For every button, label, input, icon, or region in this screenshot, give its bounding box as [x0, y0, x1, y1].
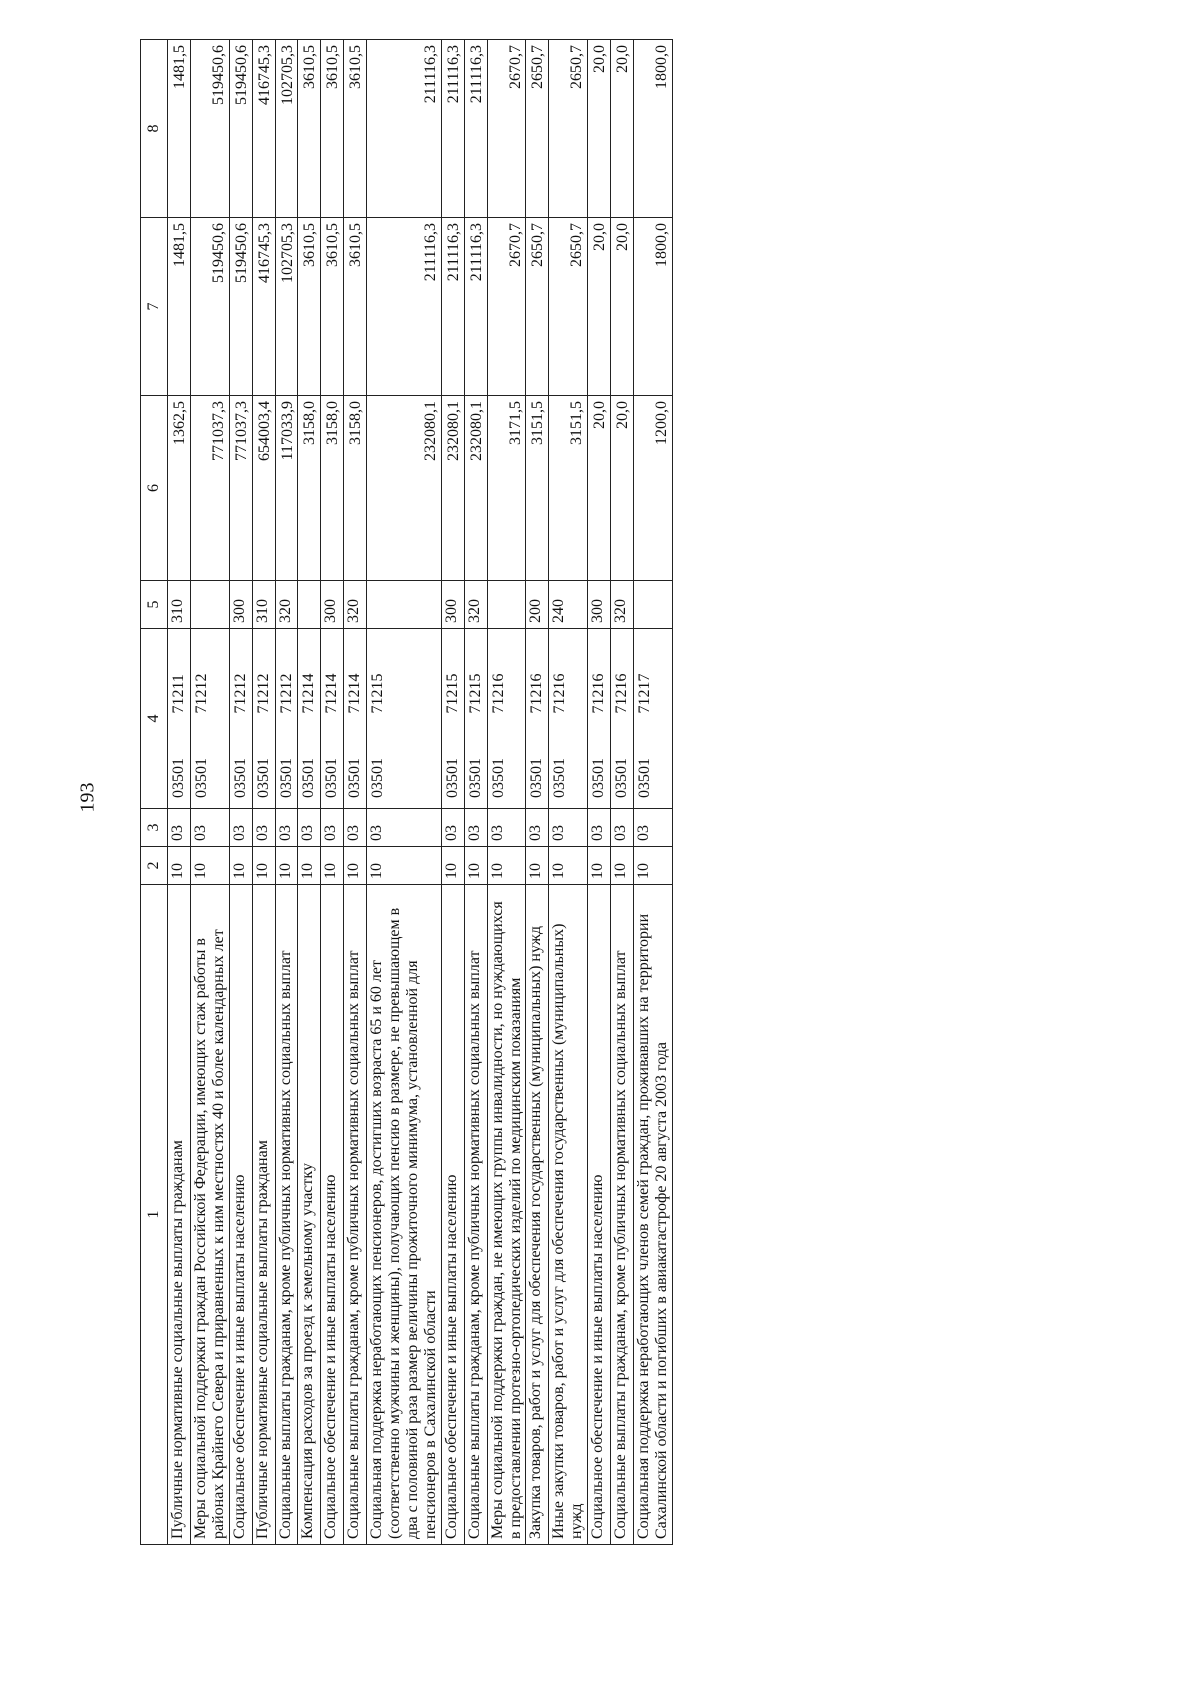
program-code: 03501: [489, 758, 507, 798]
amount-col6-cell: 232080,1: [441, 396, 464, 581]
amount-col6-cell: 654003,4: [252, 396, 275, 581]
amount-col6-cell: 20,0: [588, 396, 611, 581]
amount-col8-cell: 3610,5: [298, 40, 321, 218]
table-row: [190, 40, 229, 1545]
table-row: [275, 40, 298, 1545]
row-name-cell: Закупка товаров, работ и услуг для обеспечения государственных (муниципальных) нужд: [526, 885, 549, 1545]
expense-type-cell: 300: [588, 581, 611, 629]
amount-col8-cell: 519450,6: [229, 40, 252, 218]
table-row: [321, 40, 344, 1545]
rotated-page-content: [140, 40, 1075, 1545]
program-code: 03501: [551, 758, 569, 798]
expense-type-cell: [367, 581, 442, 629]
direction-code: 71212: [254, 673, 272, 714]
row-name-cell: Социальное обеспечение и иные выплаты населению: [229, 885, 252, 1545]
section-code-cell: 10: [321, 847, 344, 885]
subsection-code-cell: 03: [367, 809, 442, 847]
table-row: [168, 40, 191, 1545]
table-row: [611, 40, 634, 1545]
section-code-cell: 10: [298, 847, 321, 885]
table-row: [298, 40, 321, 1545]
amount-col7-cell: 519450,6: [190, 218, 229, 396]
direction-code: 71216: [528, 673, 546, 714]
target-article-cell: [275, 629, 298, 809]
expense-type-cell: 300: [321, 581, 344, 629]
amount-col6-cell: 3158,0: [298, 396, 321, 581]
program-code: 03501: [635, 758, 653, 798]
row-name-cell: Меры социальной поддержки граждан, не имеющих группы инвалидности, но нуждающихся в предоставлении протезно-ортопедических изделий по медицинским показаниям: [487, 885, 526, 1545]
column-header: 8: [141, 40, 168, 218]
expense-type-cell: 320: [275, 581, 298, 629]
amount-col7-cell: 3610,5: [321, 218, 344, 396]
target-article-cell: [229, 629, 252, 809]
subsection-code-cell: 03: [298, 809, 321, 847]
amount-col7-cell: 1481,5: [168, 218, 191, 396]
column-header: 2: [141, 847, 168, 885]
expense-type-cell: [190, 581, 229, 629]
direction-code: 71215: [443, 673, 461, 714]
direction-code: 71215: [369, 673, 387, 714]
page-number: 193: [76, 782, 99, 813]
amount-col8-cell: 3610,5: [344, 40, 367, 218]
direction-code: 71211: [170, 674, 187, 714]
expense-type-cell: 310: [168, 581, 191, 629]
target-article-cell: [190, 629, 229, 809]
subsection-code-cell: 03: [611, 809, 634, 847]
table-row: [487, 40, 526, 1545]
row-name-cell: Социальные выплаты гражданам, кроме публичных нормативных социальных выплат: [344, 885, 367, 1545]
amount-col8-cell: 1800,0: [633, 40, 672, 218]
section-code-cell: 10: [487, 847, 526, 885]
target-article-cell: [464, 629, 487, 809]
amount-col8-cell: 519450,6: [190, 40, 229, 218]
section-code-cell: 10: [588, 847, 611, 885]
amount-col6-cell: 771037,3: [190, 396, 229, 581]
expense-type-cell: 200: [526, 581, 549, 629]
table-body: [168, 40, 673, 1545]
section-code-cell: 10: [367, 847, 442, 885]
program-code: 03501: [231, 758, 249, 798]
direction-code: 71215: [466, 673, 484, 714]
subsection-code-cell: 03: [321, 809, 344, 847]
table-row: [229, 40, 252, 1545]
row-name-cell: Компенсация расходов за проезд к земельному участку: [298, 885, 321, 1545]
subsection-code-cell: 03: [588, 809, 611, 847]
column-header: 6: [141, 396, 168, 581]
amount-col7-cell: 2650,7: [526, 218, 549, 396]
amount-col6-cell: 1362,5: [168, 396, 191, 581]
row-name-cell: Социальная поддержка неработающих членов семей граждан, проживавших на территории Сахалинской области и погибших в авиакатастрофе 20 августа 2003 года: [633, 885, 672, 1545]
target-article-cell: [344, 629, 367, 809]
row-name-cell: Меры социальной поддержки граждан Российской Федерации, имеющих стаж работы в районах Крайнего Севера и приравненных к ним местностях 40 и более календарных лет: [190, 885, 229, 1545]
subsection-code-cell: 03: [190, 809, 229, 847]
table-row: [464, 40, 487, 1545]
section-code-cell: 10: [252, 847, 275, 885]
row-name-cell: Публичные нормативные социальные выплаты гражданам: [168, 885, 191, 1545]
table-row: [526, 40, 549, 1545]
program-code: 03501: [346, 758, 364, 798]
table-row: [441, 40, 464, 1545]
program-code: 03501: [277, 758, 295, 798]
expense-type-cell: 320: [344, 581, 367, 629]
expense-type-cell: 240: [549, 581, 588, 629]
amount-col8-cell: 102705,3: [275, 40, 298, 218]
section-code-cell: 10: [190, 847, 229, 885]
subsection-code-cell: 03: [464, 809, 487, 847]
amount-col6-cell: 20,0: [611, 396, 634, 581]
row-name-cell: Социальные выплаты гражданам, кроме публичных нормативных социальных выплат: [275, 885, 298, 1545]
section-code-cell: 10: [344, 847, 367, 885]
amount-col6-cell: 117033,9: [275, 396, 298, 581]
direction-code: 71217: [635, 673, 653, 714]
direction-code: 71216: [551, 673, 569, 714]
program-code: 03501: [170, 758, 187, 798]
amount-col6-cell: 232080,1: [367, 396, 442, 581]
amount-col7-cell: 1800,0: [633, 218, 672, 396]
amount-col8-cell: 2650,7: [549, 40, 588, 218]
target-article-cell: [611, 629, 634, 809]
column-header: 3: [141, 809, 168, 847]
program-code: 03501: [323, 758, 341, 798]
amount-col6-cell: 232080,1: [464, 396, 487, 581]
amount-col6-cell: 3171,5: [487, 396, 526, 581]
direction-code: 71214: [346, 673, 364, 714]
expense-type-cell: [633, 581, 672, 629]
amount-col8-cell: 2670,7: [487, 40, 526, 218]
amount-col7-cell: 3610,5: [344, 218, 367, 396]
row-name-cell: Публичные нормативные социальные выплаты гражданам: [252, 885, 275, 1545]
section-code-cell: 10: [464, 847, 487, 885]
subsection-code-cell: 03: [168, 809, 191, 847]
table-row: [252, 40, 275, 1545]
amount-col6-cell: 1200,0: [633, 396, 672, 581]
table-row: [344, 40, 367, 1545]
subsection-code-cell: 03: [487, 809, 526, 847]
section-code-cell: 10: [275, 847, 298, 885]
table-row: [549, 40, 588, 1545]
amount-col7-cell: 416745,3: [252, 218, 275, 396]
amount-col7-cell: 20,0: [588, 218, 611, 396]
subsection-code-cell: 03: [229, 809, 252, 847]
subsection-code-cell: 03: [252, 809, 275, 847]
amount-col8-cell: 20,0: [588, 40, 611, 218]
program-code: 03501: [300, 758, 318, 798]
target-article-cell: [549, 629, 588, 809]
direction-code: 71216: [590, 673, 608, 714]
row-name-cell: Иные закупки товаров, работ и услуг для обеспечения государственных (муниципальных) нужд: [549, 885, 588, 1545]
expense-type-cell: 300: [441, 581, 464, 629]
section-code-cell: 10: [549, 847, 588, 885]
amount-col8-cell: 211116,3: [464, 40, 487, 218]
amount-col8-cell: 20,0: [611, 40, 634, 218]
direction-code: 71216: [489, 673, 507, 714]
subsection-code-cell: 03: [344, 809, 367, 847]
target-article-cell: [321, 629, 344, 809]
budget-table: [140, 39, 673, 1545]
target-article-cell: [441, 629, 464, 809]
amount-col7-cell: 2670,7: [487, 218, 526, 396]
section-code-cell: 10: [633, 847, 672, 885]
direction-code: 71216: [613, 673, 631, 714]
expense-type-cell: 310: [252, 581, 275, 629]
expense-type-cell: [487, 581, 526, 629]
row-name-cell: Социальные выплаты гражданам, кроме публичных нормативных социальных выплат: [464, 885, 487, 1545]
amount-col7-cell: 2650,7: [549, 218, 588, 396]
direction-code: 71214: [300, 673, 318, 714]
target-article-cell: [526, 629, 549, 809]
column-header: 7: [141, 218, 168, 396]
amount-col7-cell: 211116,3: [367, 218, 442, 396]
column-header: 4: [141, 629, 168, 809]
amount-col8-cell: 211116,3: [367, 40, 442, 218]
amount-col7-cell: 211116,3: [441, 218, 464, 396]
target-article-cell: [588, 629, 611, 809]
amount-col6-cell: 3151,5: [549, 396, 588, 581]
section-code-cell: 10: [168, 847, 191, 885]
program-code: 03501: [443, 758, 461, 798]
amount-col7-cell: 519450,6: [229, 218, 252, 396]
column-header: 1: [141, 885, 168, 1545]
amount-col8-cell: 211116,3: [441, 40, 464, 218]
expense-type-cell: 320: [611, 581, 634, 629]
direction-code: 71212: [277, 673, 295, 714]
subsection-code-cell: 03: [275, 809, 298, 847]
column-header: 5: [141, 581, 168, 629]
direction-code: 71212: [192, 673, 210, 714]
row-name-cell: Социальные выплаты гражданам, кроме публичных нормативных социальных выплат: [611, 885, 634, 1545]
target-article-cell: [168, 629, 191, 809]
table-row: [367, 40, 442, 1545]
target-article-cell: [633, 629, 672, 809]
amount-col7-cell: 3610,5: [298, 218, 321, 396]
amount-col8-cell: 416745,3: [252, 40, 275, 218]
amount-col7-cell: 102705,3: [275, 218, 298, 396]
header-row: [141, 40, 168, 1545]
amount-col7-cell: 211116,3: [464, 218, 487, 396]
subsection-code-cell: 03: [526, 809, 549, 847]
amount-col8-cell: 3610,5: [321, 40, 344, 218]
direction-code: 71212: [231, 673, 249, 714]
row-name-cell: Социальное обеспечение и иные выплаты населению: [588, 885, 611, 1545]
subsection-code-cell: 03: [549, 809, 588, 847]
expense-type-cell: 300: [229, 581, 252, 629]
amount-col6-cell: 3158,0: [344, 396, 367, 581]
subsection-code-cell: 03: [441, 809, 464, 847]
amount-col8-cell: 2650,7: [526, 40, 549, 218]
target-article-cell: [367, 629, 442, 809]
expense-type-cell: 320: [464, 581, 487, 629]
row-name-cell: Социальное обеспечение и иные выплаты населению: [441, 885, 464, 1545]
amount-col6-cell: 3158,0: [321, 396, 344, 581]
program-code: 03501: [369, 758, 387, 798]
program-code: 03501: [254, 758, 272, 798]
expense-type-cell: [298, 581, 321, 629]
amount-col6-cell: 771037,3: [229, 396, 252, 581]
program-code: 03501: [192, 758, 210, 798]
target-article-cell: [252, 629, 275, 809]
row-name-cell: Социальная поддержка неработающих пенсионеров, достигших возраста 65 и 60 лет (соответственно мужчины и женщины), получающих пенсию в размере, не превышающем в два с половиной раза размер величины прожиточного минимума, установленной для пенсионеров в Сахалинской области: [367, 885, 442, 1545]
section-code-cell: 10: [441, 847, 464, 885]
target-article-cell: [487, 629, 526, 809]
target-article-cell: [298, 629, 321, 809]
row-name-cell: Социальное обеспечение и иные выплаты населению: [321, 885, 344, 1545]
table-row: [633, 40, 672, 1545]
program-code: 03501: [590, 758, 608, 798]
program-code: 03501: [466, 758, 484, 798]
section-code-cell: 10: [611, 847, 634, 885]
program-code: 03501: [528, 758, 546, 798]
subsection-code-cell: 03: [633, 809, 672, 847]
amount-col6-cell: 3151,5: [526, 396, 549, 581]
amount-col8-cell: 1481,5: [168, 40, 191, 218]
section-code-cell: 10: [229, 847, 252, 885]
section-code-cell: 10: [526, 847, 549, 885]
program-code: 03501: [613, 758, 631, 798]
table-row: [588, 40, 611, 1545]
direction-code: 71214: [323, 673, 341, 714]
amount-col7-cell: 20,0: [611, 218, 634, 396]
